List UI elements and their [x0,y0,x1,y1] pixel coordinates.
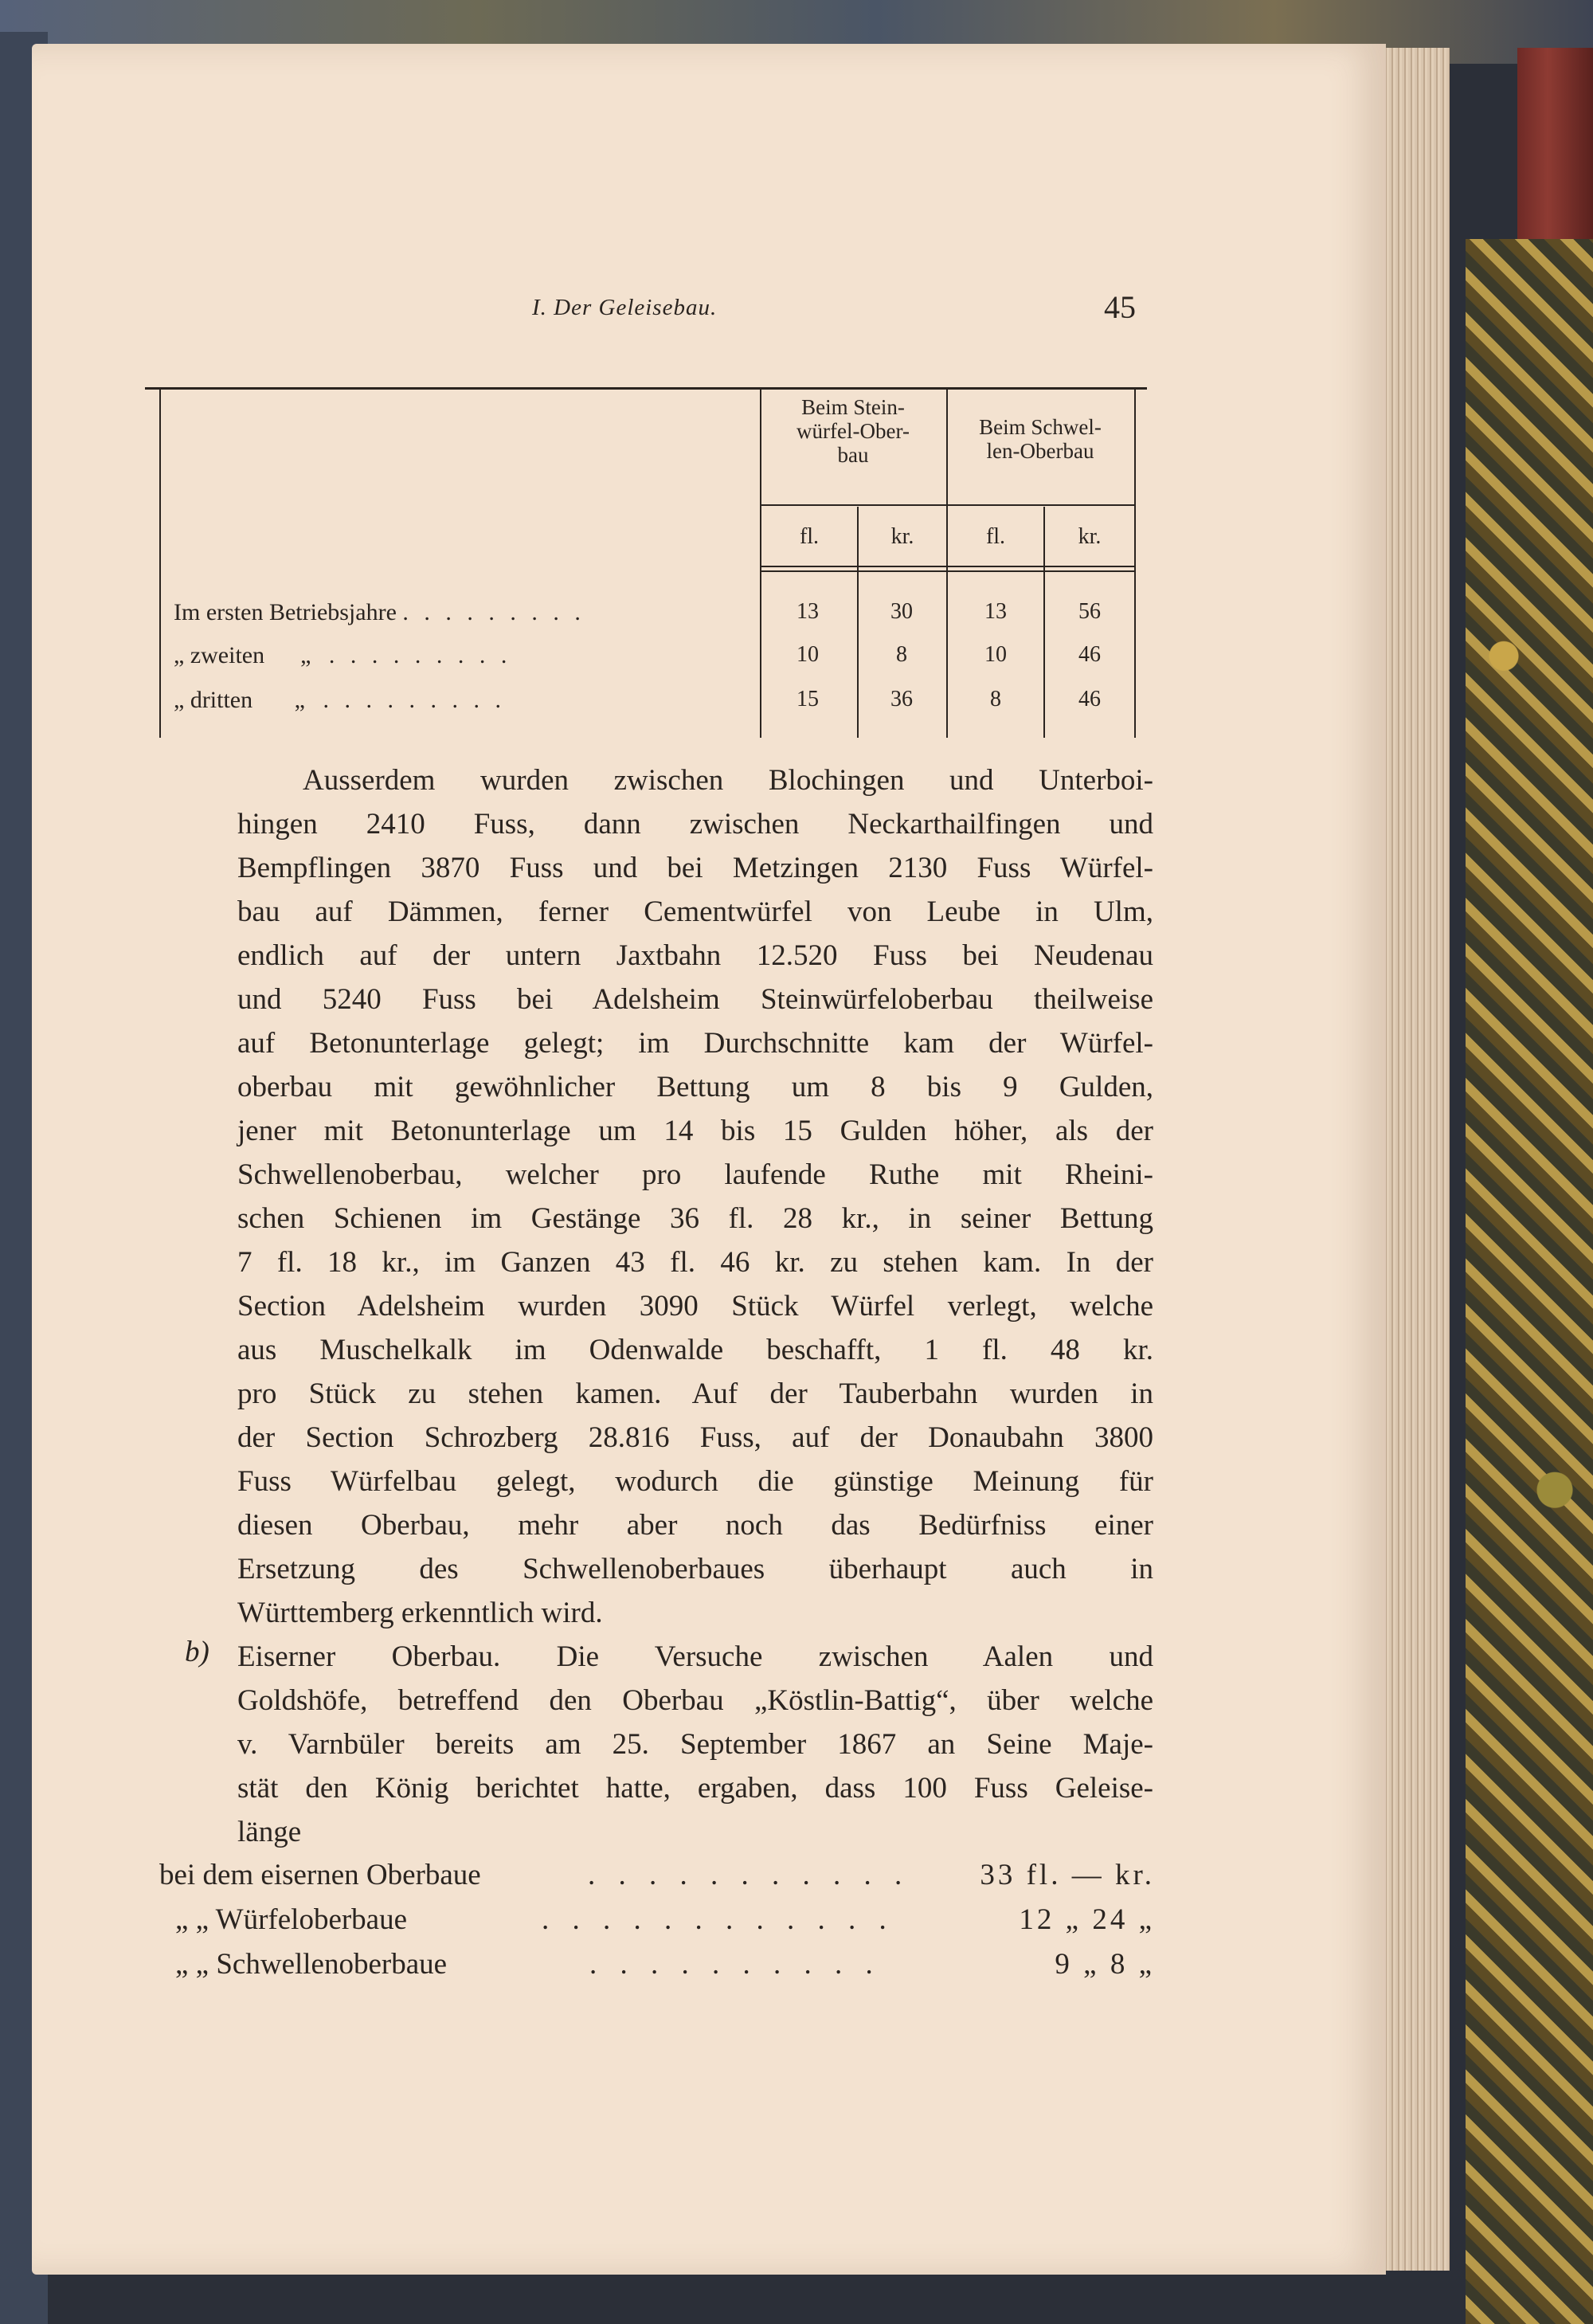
table-rule [760,570,1134,572]
section-marker: b) [185,1636,209,1668]
table-row-label: Im ersten Betriebsjahre . . . . . . . . . [174,599,585,625]
table-unit: kr. [1078,524,1102,549]
table-unit: fl. [985,524,1006,549]
running-head: I. Der Geleisebau. [532,295,718,320]
table-rule [159,387,161,738]
table-header-stone: Beim Stein- würfel-Ober- bau [796,395,910,467]
table-cell: 10 [984,642,1007,667]
table-cell: 36 [890,687,913,711]
table-rule [1043,507,1045,738]
table-rule [946,387,948,738]
table-cell: 13 [796,599,819,624]
table-cell: 8 [990,687,1001,711]
table-row-label: „ zweiten „ . . . . . . . . . [174,642,512,668]
table-rule [857,507,859,738]
table-rule [760,566,1134,567]
table-unit: kr. [890,524,914,549]
table-cell: 30 [890,599,913,624]
table-unit: fl. [799,524,820,549]
table-rule [1134,387,1136,738]
page-number: 45 [1104,289,1136,325]
table-row-label: „ dritten „ . . . . . . . . . [174,687,506,713]
table-cell: 56 [1078,599,1101,624]
table-cell: 8 [896,642,907,667]
table-rule [760,387,761,738]
table-cell: 13 [984,599,1007,624]
table-cell: 15 [796,687,819,711]
table-cell: 46 [1078,687,1101,711]
table-rule [760,504,1134,506]
table-header-sleeper: Beim Schwel- len-Oberbau [979,415,1102,463]
table-top-rule [145,387,1147,390]
table-cell: 10 [796,642,819,667]
table-cell: 46 [1078,642,1101,667]
body-paragraph: Eiserner Oberbau. Die Versuche zwischen Aalen und Goldshöfe, betreffend den Oberbau „Köstlin-Battig“, über welche v. Varnbüler bereits am 25. September 1867 an Seine Maje- stät den König berichtet hatte, ergaben, dass 100 Fuss Geleise- länge [237,1640,1153,1848]
marbled-endpaper [1466,239,1593,2324]
body-paragraph: Ausserdem wurden zwischen Blochingen und Unterboi- hingen 2410 Fuss, dann zwischen Neckarthailfingen und Bempflingen 3870 Fuss und bei Metzingen 2130 Fuss Würfel- bau auf Dämmen, ferner Cementwürfel von Leube in Ulm, endlich auf der untern Jaxtbahn 12.520 Fuss bei Neudenau und 5240 Fuss bei Adelsheim Steinwürfeloberbau theilweise auf Betonunterlage gelegt; im Durchschnitte kam der Würfel- oberbau mit gewöhnlicher Bettung um 8 bis 9 Gulden, jener mit Betonunterlage um 14 bis 15 Gulden höher, als der Schwellenoberbau, welcher pro laufende Ruthe mit Rheini- schen Schienen im Gestänge 36 fl. 28 kr., in seiner Bettung 7 fl. 18 kr., im Ganzen 43 fl. 46 kr. zu stehen kam. In der Section Adelsheim wurden 3090 Stück Würfel verlegt, welche aus Muschelkalk im Odenwalde beschafft, 1 fl. 48 kr. pro Stück zu stehen kamen. Auf der Tauberbahn wurden in der Section Schrozberg 28.816 Fuss, auf der Donaubahn 3800 Fuss Würfelbau gelegt, wodurch die günstige Meinung für diesen Oberbau, mehr aber noch das Bedürfniss einer Ersetzung des Schwellenoberbaues überhaupt auch in Württemberg erkenntlich wird. [237,764,1153,1629]
